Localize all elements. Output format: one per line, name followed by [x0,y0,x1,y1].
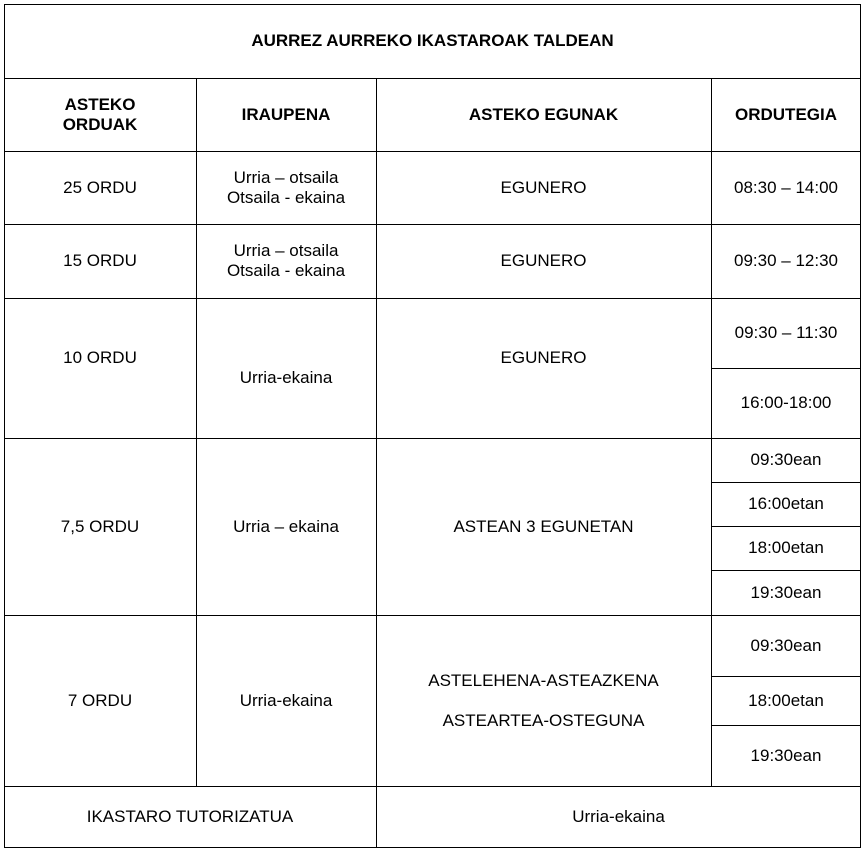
row4-time-3 [711,526,861,570]
row4-hours [4,438,196,615]
row2-time [711,224,861,298]
row3-time-2 [711,368,861,438]
row3-duration [196,298,376,438]
cell-text: 08:30 – 14:00 [734,177,838,197]
cell-text: Urria-ekaina [572,806,665,826]
cell-text: EGUNERO [500,177,587,197]
row3-days [376,298,711,438]
header-hours [4,78,196,151]
cell-text: Otsaila - ekaina [226,187,346,207]
cell-text: 19:30ean [750,582,822,602]
cell-text: EGUNERO [500,348,587,367]
row1-days [376,151,711,224]
cell-text: Urria – ekaina [233,516,339,536]
cell-text: 09:30 – 12:30 [734,251,838,270]
row2-days [376,224,711,298]
row1-time [711,151,861,224]
header-days-text: ASTEKO EGUNAK [468,104,619,124]
cell-text: 10 ORDU [63,348,137,367]
row5-duration [196,615,376,786]
cell-text: ASTEAN 3 EGUNETAN [453,516,634,536]
row5-time-2 [711,676,861,725]
cell-text: 18:00etan [748,690,824,710]
row4-time-1 [711,438,861,482]
row5-time-3 [711,725,861,786]
header-schedule-text: ORDUTEGIA [735,104,837,124]
table-border-bottom [4,847,861,848]
cell-text: Urria-ekaina [239,690,333,710]
cell-text: 16:00etan [748,494,824,513]
cell-text: 09:30ean [750,450,822,469]
cell-text: Urria – otsaila [233,241,339,260]
cell-text: Urria – otsaila [233,167,339,187]
cell-text: 19:30ean [750,745,822,765]
row4-days [376,438,711,615]
cell-text: 7 ORDU [67,690,133,710]
row4-time-4 [711,570,861,615]
cell-text: ASTEARTEA-OSTEGUNA [442,710,645,730]
row4-duration [196,438,376,615]
row1-hours [4,151,196,224]
row5-hours [4,615,196,786]
cell-text: 25 ORDU [63,177,137,197]
header-duration [196,78,376,151]
row3-time-1 [711,298,861,368]
header-hours-line1: ASTEKO [64,94,136,114]
cell-text: 09:30 – 11:30 [734,323,838,342]
cell-text: EGUNERO [500,251,587,270]
row3-hours [4,298,196,438]
row2-duration [196,224,376,298]
row1-duration [196,151,376,224]
header-schedule [711,78,861,151]
row4-time-2 [711,482,861,526]
cell-text: ASTELEHENA-ASTEAZKENA [428,670,659,690]
cell-text: 7,5 ORDU [60,516,140,536]
header-days [376,78,711,151]
row5-days [376,615,711,786]
row2-hours [4,224,196,298]
footer-duration [376,786,861,847]
table-title [4,4,861,78]
cell-text: 15 ORDU [63,251,137,270]
cell-text: Otsaila - ekaina [226,261,346,280]
footer-label [4,786,376,847]
cell-text: 09:30ean [750,635,822,655]
header-hours-line2: ORDUAK [62,114,138,134]
cell-text: 18:00etan [748,538,824,557]
cell-text: 16:00-18:00 [740,393,832,412]
cell-text: Urria-ekaina [239,368,333,387]
table-title-text: AURREZ AURREKO IKASTAROAK TALDEAN [251,31,614,50]
row5-time-1 [711,615,861,676]
header-duration-text: IRAUPENA [241,104,331,124]
cell-text: IKASTARO TUTORIZATUA [86,806,294,826]
